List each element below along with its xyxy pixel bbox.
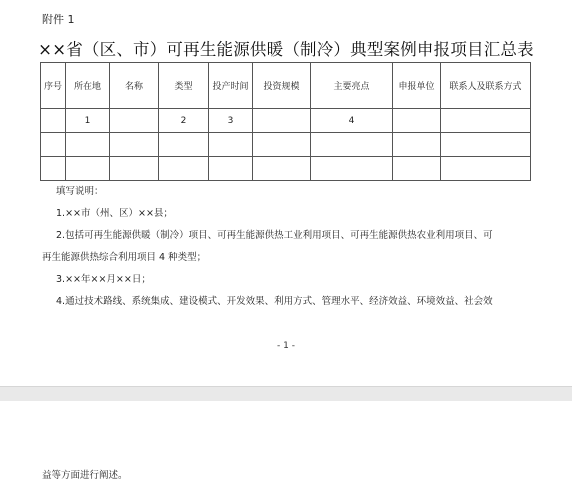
- column-header-applicant: 申报单位: [393, 63, 441, 109]
- table-cell: [441, 133, 531, 157]
- table-cell: [110, 133, 159, 157]
- page-number: - 1 -: [277, 341, 295, 351]
- column-header-type: 类型: [159, 63, 209, 109]
- table-cell: [41, 109, 66, 133]
- table-cell: 4: [311, 109, 393, 133]
- table-cell: [393, 133, 441, 157]
- instruction-item: 2.包括可再生能源供暖（制冷）项目、可再生能源供热工业利用项目、可再生能源供热农业利用项目、可: [56, 230, 493, 241]
- instruction-item: 1.××市（州、区）××县；: [56, 208, 173, 219]
- document-title: ××省（区、市）可再生能源供暖（制冷）典型案例申报项目汇总表: [38, 40, 534, 59]
- table-cell: 1: [66, 109, 110, 133]
- table-row: [41, 109, 531, 133]
- table-cell: [110, 109, 159, 133]
- table-cell: [159, 157, 209, 181]
- table-cell: [253, 157, 311, 181]
- table-cell: [66, 133, 110, 157]
- table-header-row: [41, 63, 531, 109]
- table-cell: [41, 133, 66, 157]
- table-row: [41, 157, 531, 181]
- table-cell: [209, 157, 253, 181]
- summary-table: [40, 62, 531, 181]
- table-row: [41, 133, 531, 157]
- instructions-heading: 填写说明：: [56, 186, 104, 197]
- table-cell: [159, 133, 209, 157]
- table-cell: 3: [209, 109, 253, 133]
- attachment-label: 附件 1: [42, 13, 75, 26]
- table-cell: [311, 133, 393, 157]
- table-cell: [311, 157, 393, 181]
- column-header-serial: 序号: [41, 63, 66, 109]
- table-cell: [441, 157, 531, 181]
- table-cell: [393, 157, 441, 181]
- instruction-item: 3.××年××月××日；: [56, 274, 151, 285]
- table-cell: [393, 109, 441, 133]
- instruction-item-continued: 再生能源供热综合利用项目 4 种类型；: [42, 252, 207, 263]
- continued-text: 益等方面进行阐述。: [42, 470, 128, 481]
- column-header-investment-scale: 投资规模: [253, 63, 311, 109]
- table-cell: [253, 133, 311, 157]
- table-cell: [110, 157, 159, 181]
- column-header-location: 所在地: [66, 63, 110, 109]
- column-header-name: 名称: [110, 63, 159, 109]
- column-header-commission-time: 投产时间: [209, 63, 253, 109]
- instruction-item: 4.通过技术路线、系统集成、建设模式、开发效果、利用方式、管理水平、经济效益、环境效益、社会效: [56, 296, 493, 307]
- document-page-2: [0, 401, 572, 491]
- table-cell: [209, 133, 253, 157]
- table-cell: [41, 157, 66, 181]
- column-header-contact: 联系人及联系方式: [441, 63, 531, 109]
- table-cell: [253, 109, 311, 133]
- column-header-highlights: 主要亮点: [311, 63, 393, 109]
- table-cell: 2: [159, 109, 209, 133]
- table-cell: [441, 109, 531, 133]
- table-cell: [66, 157, 110, 181]
- filling-instructions: [42, 181, 542, 313]
- page-separator: [0, 386, 572, 402]
